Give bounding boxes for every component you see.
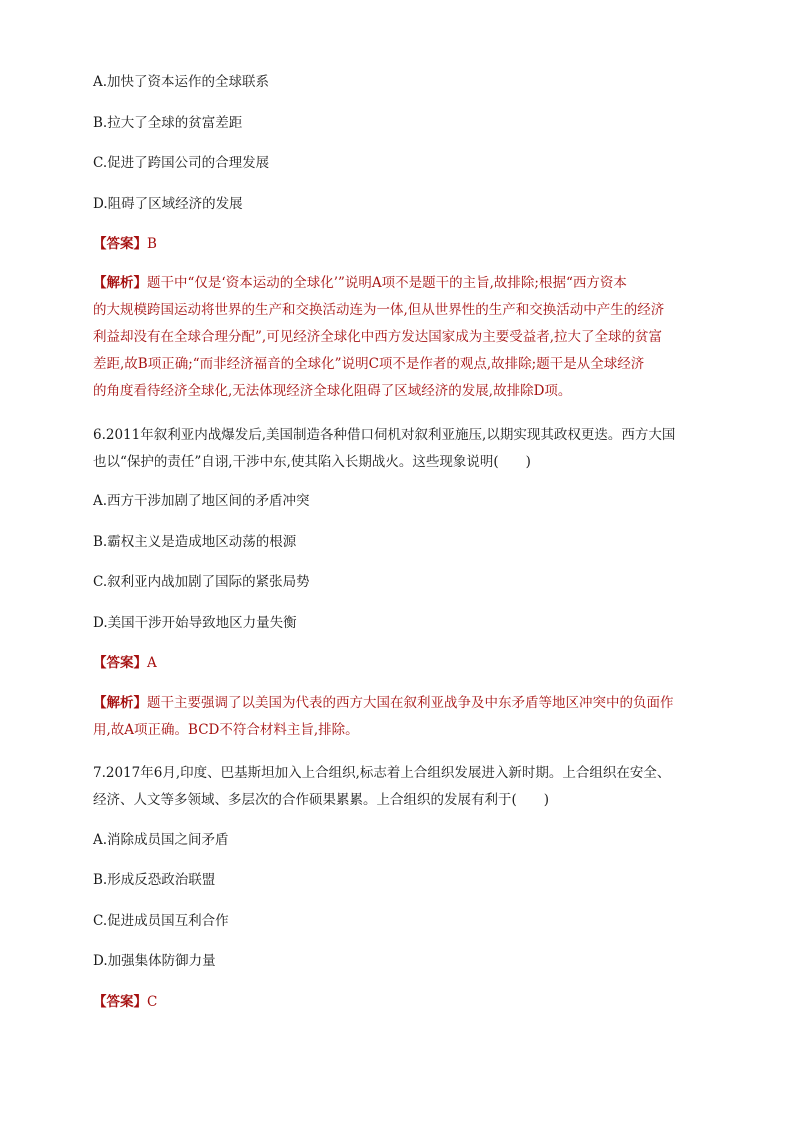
q7-option-d: D.加强集体防御力量 [93,953,216,969]
q5-option-c: C.促进了跨国公司的合理发展 [93,155,270,171]
answer-tag: 【答案】 [93,994,147,1010]
analysis-line: 用,故A项正确。BCD不符合材料主旨,排除。 [93,722,359,738]
q6-answer [93,653,157,673]
analysis-line: 的角度看待经济全球化,无法体现经济全球化阻碍了区域经济的发展,故排除D项。 [93,383,572,399]
analysis-tag: 【解析】 [93,275,147,291]
analysis-line: 的大规模跨国运动将世界的生产和交换活动连为一体,但从世界性的生产和交换活动中产生的经济 [93,302,665,318]
analysis-tag: 【解析】 [93,695,147,711]
q5-answer [93,234,157,254]
stem-line: 7.2017年6月,印度、巴基斯坦加入上合组织,标志着上合组织发展进入新时期。上合组织在安全、 [93,765,671,781]
q5-option-d: D.阻碍了区域经济的发展 [93,196,243,212]
answer-tag: 【答案】 [93,236,147,252]
answer-value: A [147,655,157,671]
q5-analysis [93,270,705,405]
q6-option-d: D.美国干涉开始导致地区力量失衡 [93,615,297,631]
q6-analysis [93,690,705,744]
q7-option-b: B.形成反恐政治联盟 [93,872,216,888]
q5-option-a: A.加快了资本运作的全球联系 [93,74,270,90]
q5-option-b: B.拉大了全球的贫富差距 [93,115,243,131]
q7-option-a: A.消除成员国之间矛盾 [93,832,229,848]
stem-line: 经济、人文等多领域、多层次的合作硕果累累。上合组织的发展有利于( ) [93,792,550,808]
analysis-line: 题干中“仅是‘资本运动的全球化’”说明A项不是题干的主旨,故排除;根据“西方资本 [147,275,627,291]
q6-option-c: C.叙利亚内战加剧了国际的紧张局势 [93,574,310,590]
q7-stem [93,760,705,814]
answer-value: C [147,994,158,1010]
stem-line: 6.2011年叙利亚内战爆发后,美国制造各种借口伺机对叙利亚施压,以期实现其政权更迭。西方大国 [93,427,676,443]
analysis-line: 差距,故B项正确;“而非经济福音的全球化”说明C项不是作者的观点,故排除;题干是从全球经济 [93,356,645,372]
q6-stem [93,422,705,476]
analysis-line: 利益却没有在全球合理分配”,可见经济全球化中西方发达国家成为主要受益者,拉大了全球的贫富 [93,329,662,345]
stem-line: 也以“保护的责任”自诩,干涉中东,使其陷入长期战火。这些现象说明( ) [93,454,531,470]
analysis-line: 题干主要强调了以美国为代表的西方大国在叙利亚战争及中东矛盾等地区冲突中的负面作 [147,695,674,711]
q6-option-a: A.西方干涉加剧了地区间的矛盾冲突 [93,493,310,509]
q7-option-c: C.促进成员国互利合作 [93,913,229,929]
q6-option-b: B.霸权主义是造成地区动荡的根源 [93,534,297,550]
answer-tag: 【答案】 [93,655,147,671]
q7-answer [93,992,157,1012]
answer-value: B [147,236,157,252]
